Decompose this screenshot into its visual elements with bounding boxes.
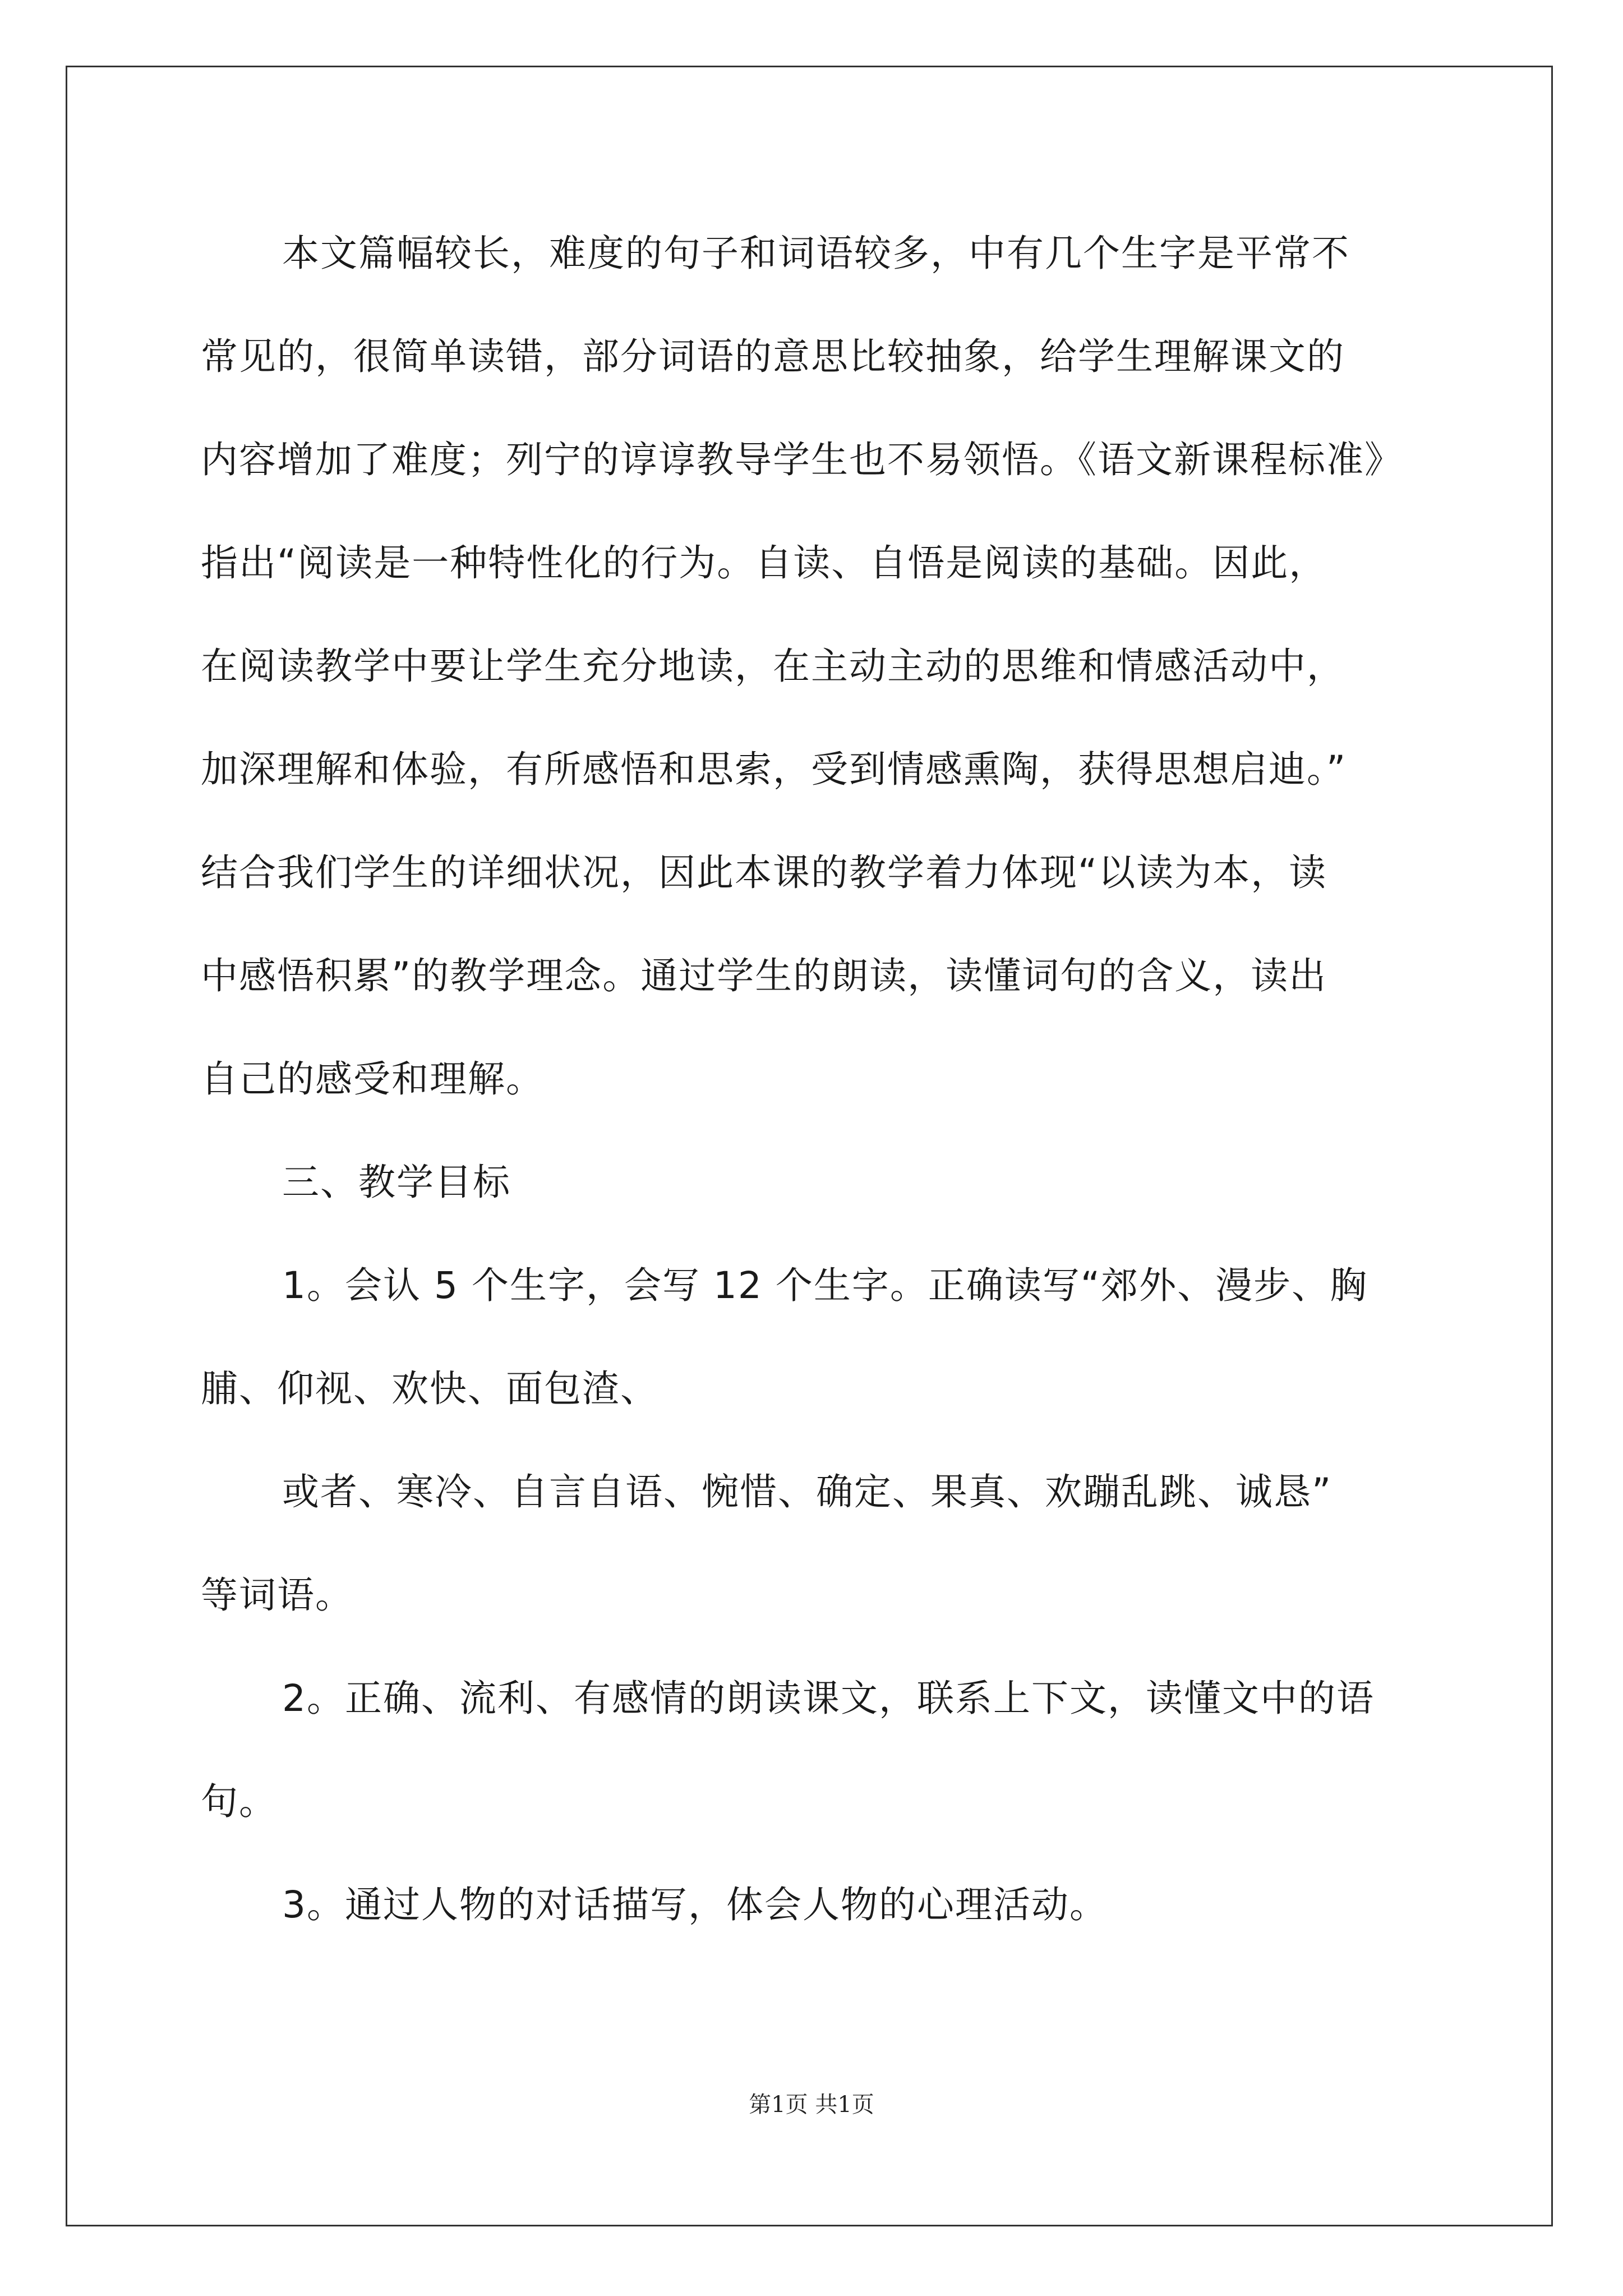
text-line: 2。正确、流利、有感情的朗读课文，联系上下文，读懂文中的语 bbox=[282, 1677, 1375, 1720]
text-line: 内容增加了难度；列宁的谆谆教导学生也不易领悟。《语文新课程标准》 bbox=[201, 438, 1403, 481]
text-line: 1。会认 5 个生字，会写 12 个生字。正确读写“郊外、漫步、胸 bbox=[282, 1264, 1368, 1307]
text-line: 3。通过人物的对话描写，体会人物的心理活动。 bbox=[282, 1883, 1108, 1926]
page-footer: 第1页 共1页 bbox=[749, 2092, 874, 2118]
text-line: 结合我们学生的详细状况，因此本课的教学着力体现“以读为本，读 bbox=[201, 851, 1327, 894]
text-line: 加深理解和体验，有所感悟和思索，受到情感熏陶，获得思想启迪。” bbox=[201, 748, 1347, 791]
text-line: 等词语。 bbox=[201, 1573, 353, 1617]
text-line: 或者、寒冷、自言自语、惋惜、确定、果真、欢蹦乱跳、诚恳” bbox=[282, 1470, 1332, 1513]
text-line: 自己的感受和理解。 bbox=[201, 1057, 544, 1101]
section-heading: 三、教学目标 bbox=[282, 1161, 511, 1204]
text-line: 本文篇幅较长，难度的句子和词语较多，中有几个生字是平常不 bbox=[282, 232, 1350, 275]
text-line: 在阅读教学中要让学生充分地读，在主动主动的思维和情感活动中， bbox=[201, 645, 1345, 688]
text-line: 常见的，很简单读错，部分词语的意思比较抽象，给学生理解课文的 bbox=[201, 335, 1345, 378]
text-line: 句。 bbox=[201, 1780, 277, 1823]
text-line: 脯、仰视、欢快、面包渣、 bbox=[201, 1367, 658, 1410]
text-line: 中感悟积累”的教学理念。通过学生的朗读，读懂词句的含义，读出 bbox=[201, 954, 1327, 997]
text-line: 指出“阅读是一种特性化的行为。自读、自悟是阅读的基础。因此， bbox=[201, 541, 1327, 585]
document-body bbox=[201, 202, 1435, 1957]
